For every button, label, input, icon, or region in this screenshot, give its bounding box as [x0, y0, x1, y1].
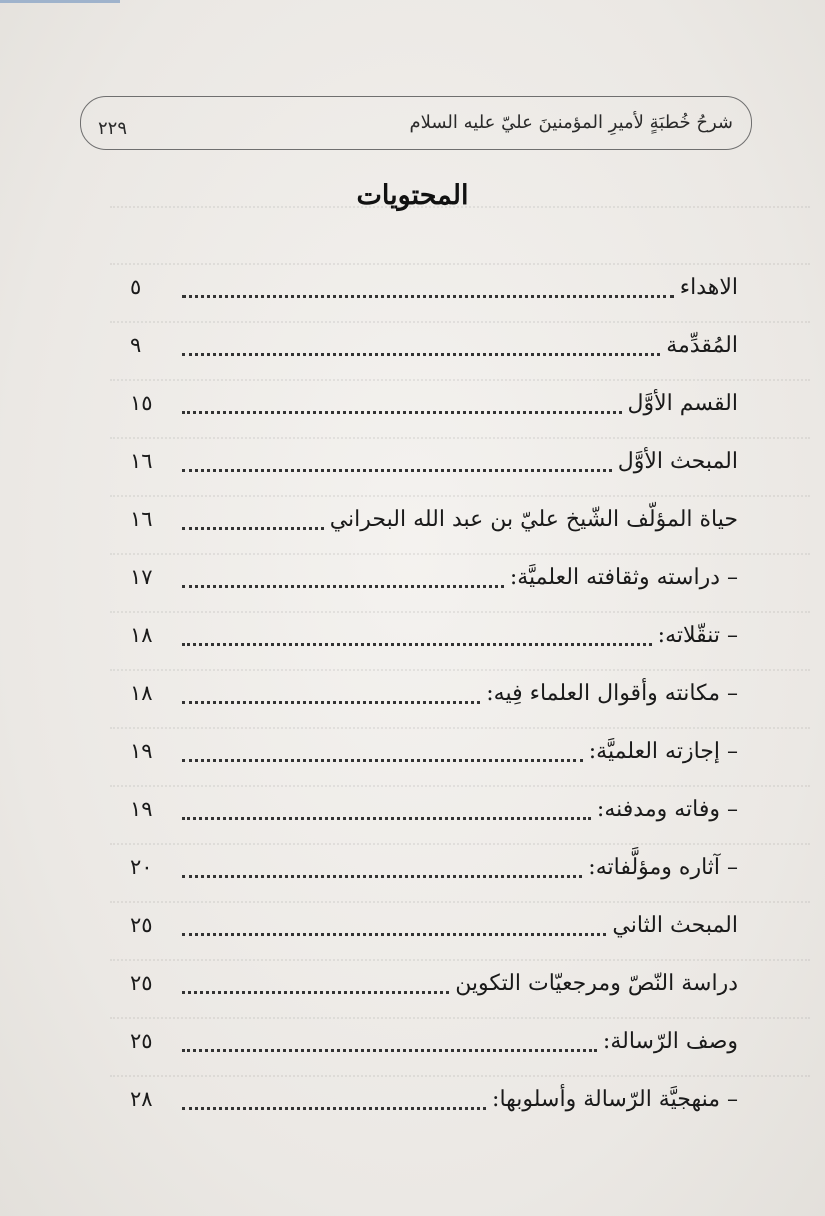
toc-entry-page: ٩	[130, 333, 142, 357]
toc-entry[interactable]	[130, 734, 738, 768]
toc-entry-title: – وفاته ومدفنه:	[596, 796, 738, 822]
toc-entry-page: ١٩	[130, 739, 153, 763]
toc-entry-page: ١٨	[130, 681, 153, 705]
toc-leader-dots	[182, 411, 622, 414]
toc-entry-page: ١٦	[130, 449, 153, 473]
toc-entry[interactable]	[130, 908, 738, 942]
toc-leader-dots	[182, 701, 480, 704]
toc-entry[interactable]	[130, 386, 738, 420]
toc-entry-title: – تنقّلاته:	[657, 622, 738, 648]
toc-entry-title: المبحث الثاني	[612, 912, 738, 938]
toc-entry-title: – إجازته العلميَّة:	[588, 738, 738, 764]
toc-entry-title: – آثاره ومؤلَّفاته:	[588, 854, 738, 880]
toc-entry[interactable]	[130, 1082, 738, 1116]
toc-entry-page: ١٥	[130, 391, 153, 415]
toc-entry-title: المُقدِّمة	[666, 332, 738, 358]
toc-leader-dots	[182, 585, 504, 588]
toc-leader-dots	[182, 759, 583, 762]
toc-entry-title: – مكانته وأقوال العلماء فِيه:	[486, 680, 738, 706]
toc-entry[interactable]	[130, 1024, 738, 1058]
toc-entry[interactable]	[130, 792, 738, 826]
toc-entry-page: ٢٥	[130, 913, 153, 937]
toc-leader-dots	[182, 991, 449, 994]
toc-entry-title: حياة المؤلّف الشّيخ عليّ بن عبد الله البحراني	[329, 506, 738, 532]
toc-entry-title: القسم الأوَّل	[627, 390, 738, 416]
toc-entry[interactable]	[130, 676, 738, 710]
toc-entry[interactable]	[130, 560, 738, 594]
page-number: ٢٢٩	[98, 118, 128, 139]
toc-entry-title: – دراسته وثقافته العلميَّة:	[509, 564, 738, 590]
toc-entry-title: المبحث الأوَّل	[617, 448, 738, 474]
toc-entry-page: ٢٥	[130, 1029, 153, 1053]
toc-leader-dots	[182, 1107, 486, 1110]
toc-entry[interactable]	[130, 502, 738, 536]
toc-leader-dots	[182, 875, 582, 878]
toc-entry-page: ٢٨	[130, 1087, 153, 1111]
toc-entry-title: الاهداء	[679, 274, 738, 300]
toc-leader-dots	[182, 527, 324, 530]
toc-leader-dots	[182, 353, 660, 356]
page-title: المحتويات	[356, 180, 469, 211]
toc-leader-dots	[182, 643, 652, 646]
running-header-title: شرحُ خُطبَةٍ لأميرِ المؤمنينَ عليّ عليه السلام	[409, 112, 733, 133]
toc-entry[interactable]	[130, 328, 738, 362]
toc-entry[interactable]	[130, 444, 738, 478]
toc-leader-dots	[182, 1049, 597, 1052]
toc-entry-page: ١٩	[130, 797, 153, 821]
toc-leader-dots	[182, 933, 606, 936]
toc-entry[interactable]	[130, 966, 738, 1000]
toc-entry-page: ٢٥	[130, 971, 153, 995]
toc-entry-page: ٥	[130, 275, 142, 299]
toc-entry-title: وصف الرّسالة:	[602, 1028, 738, 1054]
toc-entry-title: دراسة النّصّ ومرجعيّات التكوين	[455, 970, 738, 996]
toc-entry-title: – منهجيَّة الرّسالة وأسلوبها:	[492, 1086, 738, 1112]
toc-entry[interactable]	[130, 270, 738, 304]
toc-entry[interactable]	[130, 618, 738, 652]
toc-entry-page: ١٨	[130, 623, 153, 647]
toc-leader-dots	[182, 817, 591, 820]
toc-entry-page: ١٦	[130, 507, 153, 531]
toc-entry-page: ١٧	[130, 565, 153, 589]
toc-leader-dots	[182, 295, 674, 298]
toc-entry[interactable]	[130, 850, 738, 884]
toc-leader-dots	[182, 469, 612, 472]
toc-entry-page: ٢٠	[130, 855, 153, 879]
